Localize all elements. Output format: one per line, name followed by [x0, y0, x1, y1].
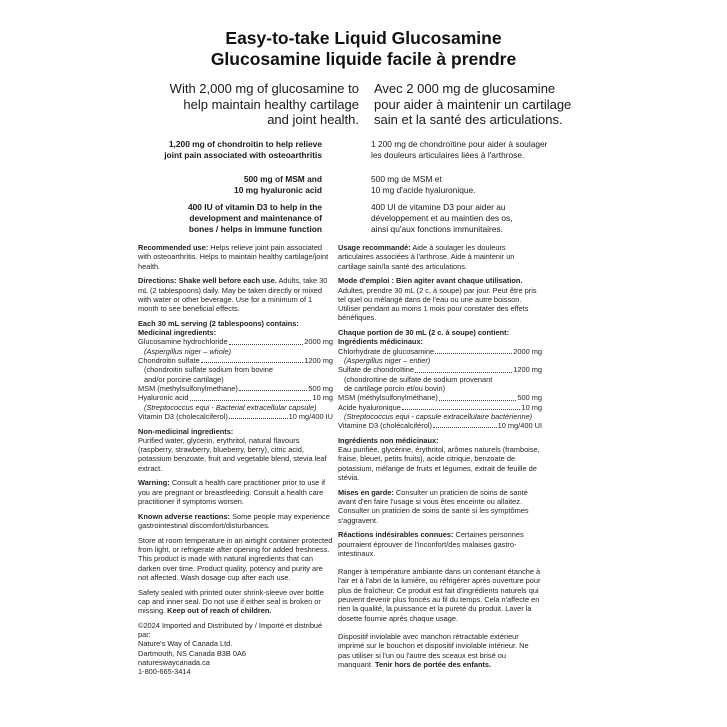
ingredient-source: (chondroïtine de sulfate de sodium provenant [344, 374, 493, 384]
keep-out-of-reach: Tenir hors de portée des enfants. [375, 659, 492, 669]
recommended-use-text: Aide à soulager les douleurs articulaires associées à l'arthrose. Aide à maintenir un cartilage sain/la santé des articulations. [338, 243, 515, 271]
leader-dots [402, 409, 521, 410]
feature-line: bones / helps in immune function [188, 223, 322, 234]
ingredient-source: (Streptococcus equi - Bacterial extracellular capsule) [144, 402, 317, 412]
leader-dots [415, 372, 512, 373]
company-website: natureswaycanada.ca [138, 658, 210, 667]
claim-fr [374, 81, 594, 128]
feature-chondroitin-en [122, 139, 322, 161]
serving-heading: Chaque portion de 30 mL (2 c. à soupe) contient: [338, 328, 510, 338]
company-phone: 1-800-665-3414 [138, 667, 191, 677]
medicinal-heading: Medicinal ingredients: [138, 328, 217, 338]
adverse-text: Certaines personnes pourraient éprouver de l'inconfort/des malaises gastro-intestinaux. [338, 530, 524, 558]
ingredient-row [338, 393, 542, 402]
ingredient-row [338, 347, 542, 356]
feature-vitd3-en [122, 202, 322, 234]
safety-seal [138, 588, 333, 616]
feature-line: 10 mg hyaluronic acid [234, 184, 322, 195]
french-details-column [338, 243, 542, 675]
feature-line: ainsi qu'aux fonctions immunitaires. [371, 223, 503, 234]
ingredient-name: Hyaluronic acid [138, 393, 189, 403]
feature-line: 500 mg de MSM et [371, 174, 442, 184]
warning-label: Mises en garde: [338, 487, 394, 497]
leader-dots [435, 353, 512, 354]
directions [138, 276, 333, 313]
ingredient-name: Vitamine D3 (cholécalciférol) [338, 421, 432, 431]
adverse-label: Known adverse reactions: [138, 511, 231, 521]
non-medicinal-heading: Non-medicinal ingredients: [138, 426, 234, 436]
title-en: Easy-to-take Liquid Glucosamine [225, 28, 502, 48]
recommended-use-label: Recommended use: [138, 243, 209, 252]
feature-line: les douleurs articulaires liées à l'arthrose. [371, 149, 525, 160]
copyright: ©2024 Imported and Distributed by / Importé et distribué par: [138, 620, 323, 640]
company-name: Nature's Way of Canada Ltd. [138, 639, 233, 649]
ingredient-row [138, 412, 333, 421]
ingredient-source: de cartilage porcin et/ou bovin) [344, 383, 446, 393]
english-details-column [138, 243, 333, 682]
claim-line: help maintain healthy cartilage [183, 96, 359, 112]
adverse-label: Réactions indésirables connues: [338, 530, 454, 540]
storage-instructions: Ranger à température ambiante dans un contenant étanche à l'air et à l'abri de la lumière, ou réfrigérer après ouverture pour plus de fraîcheur. Ce produit est fait d'ingrédients naturels qui peuvent devenir plus foncés au fil du temps. Cela n'affecte en rien la qualité, la puissance et la pureté du produit. Laver la dosette fournie après chaque usage. [338, 567, 541, 623]
feature-msm-en [122, 174, 322, 196]
non-medicinal-ingredients [338, 436, 542, 482]
recommended-use-label: Usage recommandé: [338, 243, 411, 252]
ingredient-row [138, 337, 333, 346]
directions-label: Directions: Shake well before each use. [138, 276, 277, 286]
ingredients-panel [338, 328, 542, 430]
ingredient-row [338, 421, 542, 430]
safety-text: Safety sealed with printed outer shrink-sleeve over bottle cap and inner seal. Do not use if either seal is broken or missing. [138, 587, 324, 616]
feature-line: joint pain associated with osteoarthritis [164, 149, 322, 160]
feature-line: 1 200 mg de chondroïtine pour aider à soulager [371, 139, 548, 149]
directions [338, 276, 542, 322]
safety-text: Dispositif inviolable avec manchon rétractable extérieur imprimé sur le bouchon et dispositif inviolable intérieur. Ne pas utiliser si l'un ou l'autre des sceaux est brisé ou manquant. [338, 631, 529, 669]
company-address: Dartmouth, NS Canada B3B 0A6 [138, 648, 247, 658]
ingredient-source: (Streptococcus equi - capsule extracellulaire bactérienne) [344, 411, 533, 421]
ingredient-amount: 10 mg/400 UI [497, 421, 542, 431]
directions-label: Mode d'emploi : Bien agiter avant chaque utilisation. [338, 276, 523, 286]
claim-line: sain et la santé des articulations. [374, 112, 563, 127]
ingredient-row [138, 393, 333, 402]
leader-dots [201, 362, 304, 363]
leader-dots [433, 427, 497, 428]
ingredient-source: (Aspergillus niger – entier) [344, 356, 431, 366]
claim-en [139, 81, 359, 128]
directions-text: Adultes, prendre 30 mL (2 c. à soupe) par jour. Peut être pris tel quel ou mélangé dans de l'eau ou une autre boisson. Utiliser pendant au moins 1 mois pour constater des effets bénéfiques. [338, 285, 537, 323]
feature-line: 10 mg d'acide hyaluronique. [371, 184, 476, 195]
distributor-info [138, 621, 333, 677]
ingredient-source: and/or porcine cartilage) [144, 374, 224, 384]
feature-msm-fr [371, 174, 601, 196]
adverse-reactions [138, 512, 333, 531]
leader-dots [239, 390, 308, 391]
feature-line: 400 UI de vitamine D3 pour aider au [371, 202, 506, 212]
serving-heading: Each 30 mL serving (2 tablespoons) contains: [138, 318, 299, 328]
title-fr: Glucosamine liquide facile à prendre [210, 49, 517, 69]
feature-line: 400 IU of vitamin D3 to help in the [187, 202, 322, 212]
safety-seal [338, 632, 542, 669]
claim-line: With 2,000 mg of glucosamine to [169, 81, 359, 96]
ingredient-name: Chlorhydrate de glucosamine [338, 346, 435, 356]
ingredient-name: Acide hyaluronique [338, 402, 401, 412]
ingredient-amount: 2000 mg [304, 337, 333, 347]
leader-dots [229, 418, 288, 419]
ingredient-source: (chondroitin sulfate sodium from bovine [144, 365, 273, 375]
feature-line: development and maintenance of [189, 212, 322, 223]
warning [138, 478, 333, 506]
non-medicinal-ingredients [138, 427, 333, 473]
ingredients-panel [138, 319, 333, 421]
ingredient-source: (Aspergillus niger – whole) [144, 346, 232, 356]
recommended-use [138, 243, 333, 271]
feature-chondroitin-fr [371, 139, 601, 161]
keep-out-of-reach: Keep out of reach of children. [167, 606, 272, 616]
recommended-use [338, 243, 542, 271]
non-medicinal-heading: Ingrédients non médicinaux: [338, 435, 439, 445]
warning-text: Consulter un praticien de soins de santé avant d'en faire l'usage si vous êtes enceinte ou allaitez. Consulter un praticien de soins de santé si les symptômes s'aggravent. [338, 487, 529, 525]
ingredient-name: Chondroitin sulfate [138, 356, 200, 366]
ingredient-name: MSM (méthylsulfonylméthane) [338, 393, 438, 403]
warning [338, 488, 542, 525]
storage-instructions: Store at room temperature in an airtight container protected from light, or refrigerate after opening for added freshness. This product is made with natural ingredients that can darken over time. Product quality, potency and purity are not affected. Wash dosage cup after each use. [138, 535, 333, 582]
adverse-reactions [338, 530, 542, 558]
recommended-use-text: Helps relieve joint pain associated with osteoarthritis. Helps to maintain healthy cartilage/joint health. [138, 243, 329, 271]
ingredient-name: Sulfate de chondroïtine [338, 365, 415, 375]
feature-line: 500 mg of MSM and [243, 174, 322, 184]
label-titles [0, 28, 727, 70]
ingredient-amount: 500 mg [517, 393, 542, 403]
warning-label: Warning: [138, 478, 170, 488]
adverse-text: Some people may experience gastrointestinal discomfort/disturbances. [138, 511, 330, 530]
ingredient-name: Vitamin D3 (cholecalciferol) [138, 411, 228, 421]
leader-dots [190, 400, 312, 401]
leader-dots [229, 344, 304, 345]
medicinal-heading: Ingrédients médicinaux: [338, 337, 424, 347]
feature-line: 1,200 mg of chondroitin to help relieve [168, 139, 322, 149]
ingredient-amount: 10 mg/400 IU [288, 411, 333, 421]
ingredient-row [138, 356, 333, 365]
non-medicinal-text: Eau purifiée, glycérine, érythritol, arômes naturels (framboise, fraise, bleuet, petits fruits), acide citrique, benzoate de potassium, mélange de fruits et légumes, extrait de feuille de stévia. [338, 445, 540, 482]
ingredient-row [338, 365, 542, 374]
warning-text: Consult a health care practitioner prior to use if you are pregnant or breastfeeding. Consult a health care practitioner if symptoms worsen. [138, 478, 326, 506]
ingredient-amount: 2000 mg [513, 346, 542, 356]
ingredient-name: Glucosamine hydrochloride [138, 337, 228, 347]
ingredient-amount: 10 mg [521, 402, 542, 412]
ingredient-row [138, 384, 333, 393]
feature-line: développement et au maintien des os, [371, 212, 513, 223]
ingredient-amount: 1200 mg [304, 356, 333, 366]
directions-text: Adults, take 30 mL (2 tablespoons) daily. May be taken directly or mixed with water or other beverage. Use for a minimum of 1 month to see beneficial effects. [138, 276, 328, 314]
leader-dots [439, 400, 517, 401]
non-medicinal-text: Purified water, glycerin, erythritol, natural flavours (raspberry, strawberry, blueberry, berry), citric acid, potassium benzoate, fruit and vegetable blend, stevia leaf extract. [138, 435, 327, 473]
ingredient-amount: 10 mg [312, 393, 333, 403]
ingredient-name: MSM (methylsulfonylmethane) [138, 383, 238, 393]
claim-line: and joint health. [267, 112, 359, 127]
ingredient-row [338, 403, 542, 412]
claim-line: pour aider à maintenir un cartilage [374, 96, 572, 112]
feature-vitd3-fr [371, 202, 601, 234]
ingredient-amount: 1200 mg [513, 365, 542, 375]
claim-line: Avec 2 000 mg de glucosamine [374, 81, 556, 96]
ingredient-amount: 500 mg [308, 383, 333, 393]
